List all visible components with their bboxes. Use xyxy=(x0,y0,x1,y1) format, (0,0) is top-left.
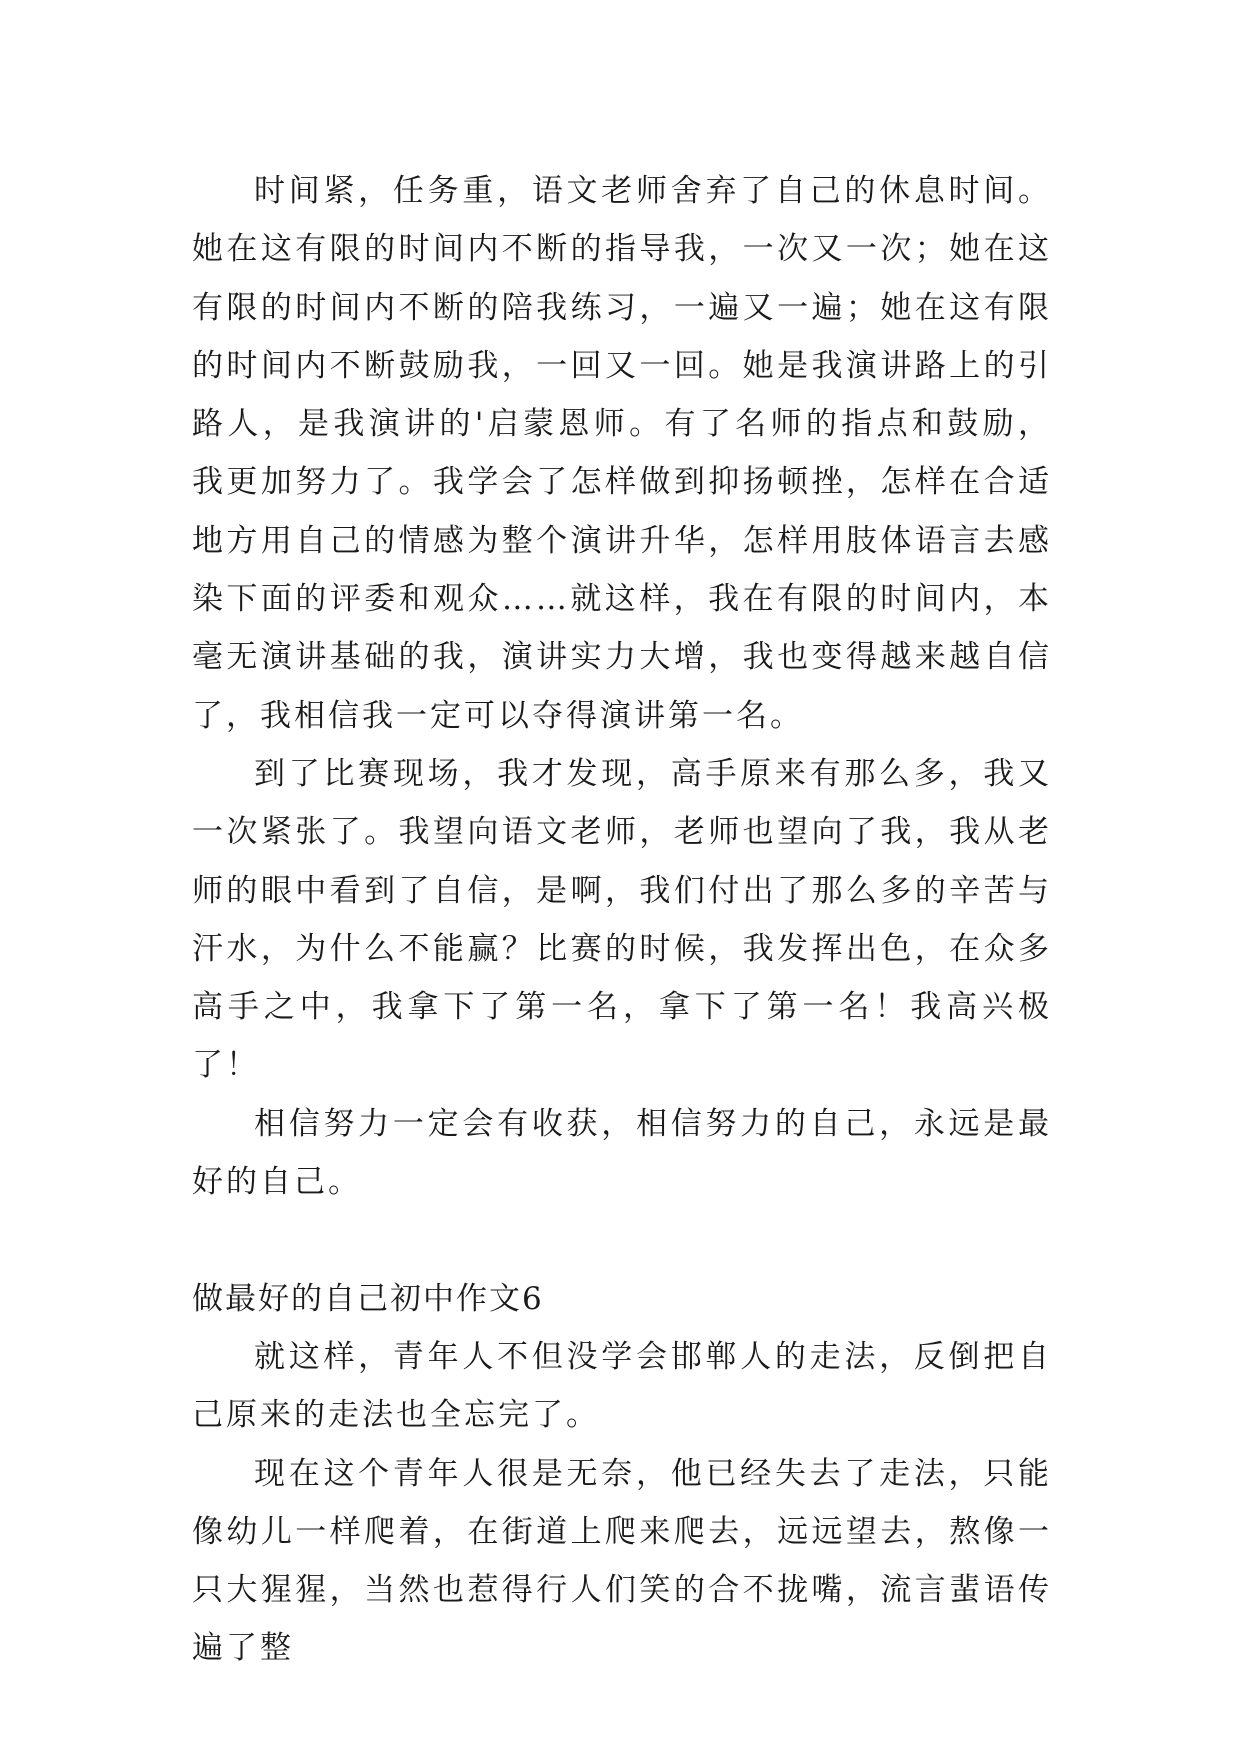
section-title: 做最好的自己初中作文6 xyxy=(192,1280,544,1317)
paragraph-competition: 到了比赛现场，我才发现，高手原来有那么多，我又一次紧张了。我望向语文老师，老师也望向了我，我从老师的眼中看到了自信，是啊，我们付出了那么多的辛苦与汗水，为什么不能赢？比赛的时候，我发挥出色，在众多高手之中，我拿下了第一名，拿下了第一名！我高兴极了！ xyxy=(192,755,1052,1084)
paragraph-section-1: 就这样，青年人不但没学会邯郸人的走法，反倒把自己原来的走法也全忘完了。 xyxy=(192,1338,1052,1434)
paragraph-practice: 时间紧，任务重，语文老师舍弃了自己的休息时间。她在这有限的时间内不断的指导我，一次又一次；她在这有限的时间内不断的陪我练习，一遍又一遍；她在这有限的时间内不断鼓励我，一回又一回。她是我演讲路上的引路人，是我演讲的'启蒙恩师。有了名师的指点和鼓励，我更加努力了。我学会了怎样做到抑扬顿挫，怎样在合适地方用自己的情感为整个演讲升华，怎样用肢体语言去感染下面的评委和观众……就这样，我在有限的时间内，本毫无演讲基础的我，演讲实力大增，我也变得越来越自信了，我相信我一定可以夺得演讲第一名。 xyxy=(192,173,1052,734)
paragraph-section-2: 现在这个青年人很是无奈，他已经失去了走法，只能像幼儿一样爬着，在街道上爬来爬去，远远望去，熬像一只大猩猩，当然也惹得行人们笑的合不拢嘴，流言蜚语传遍了整 xyxy=(192,1455,1052,1667)
paragraph-conclusion: 相信努力一定会有收获，相信努力的自己，永远是最好的自己。 xyxy=(192,1105,1052,1201)
document-body xyxy=(192,162,1052,1678)
